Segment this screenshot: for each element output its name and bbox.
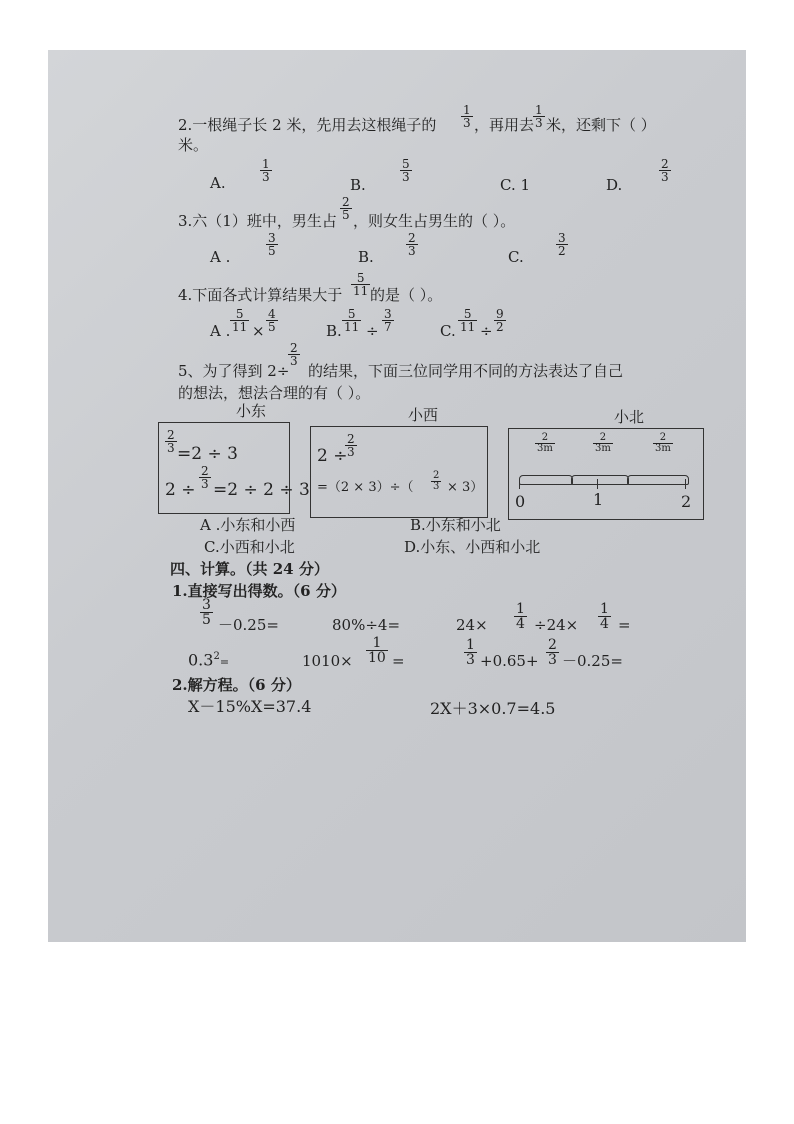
equation-1: X－15%X=37.4 [188, 697, 312, 716]
xiaoxi-box [310, 426, 488, 518]
e4: $0.3^2=$ [188, 650, 230, 670]
q5-opt-a: A .小东和小西 [200, 516, 296, 534]
section4-title: 四、计算。（共 24 分） [170, 560, 329, 578]
q4-opt-c-f1: $\frac{5}{11}$ [460, 307, 476, 334]
q4-opt-c: C. [440, 322, 456, 340]
box3-frac-1: $\frac{2}{3m}$ [537, 432, 553, 454]
box1-line2b: =2 ÷ 2 ÷ 3 [213, 480, 310, 500]
q2-opt-d-frac: $\frac{2}{3}$ [661, 157, 669, 184]
q4-opt-a-f2: $\frac{4}{5}$ [268, 307, 276, 334]
q2-opt-c: C. 1 [500, 176, 531, 194]
e2: 80%÷4= [332, 616, 401, 634]
e5-frac: $\frac{1}{10}$ [368, 635, 386, 666]
q4-stem-a: 4.下面各式计算结果大于 [178, 286, 343, 304]
scanned-page [48, 50, 746, 942]
q4-frac: $\frac{5}{11}$ [353, 271, 369, 298]
box1-line1: =2 ÷ 3 [177, 444, 238, 464]
xiaodong-box [158, 422, 310, 514]
tick-0 [519, 479, 520, 489]
e6-f2: $\frac{2}{3}$ [548, 637, 557, 668]
e3-f2: $\frac{1}{4}$ [600, 601, 609, 632]
box2-line2b: × 3） [447, 480, 484, 495]
q5-stem-a: 5、为了得到 2÷ [178, 362, 290, 380]
q2-opt-a: A. [210, 174, 226, 192]
q3-opt-c-frac: $\frac{3}{2}$ [558, 231, 566, 258]
xiaobei-box [508, 428, 704, 520]
equation-2: 2X＋3×0.7=4.5 [430, 699, 556, 718]
e5-a: 1010× [302, 652, 353, 670]
q4-opt-b: B. [326, 322, 342, 340]
q2-opt-a-frac: $\frac{1}{3}$ [262, 157, 270, 184]
q3-stem-b: ，则女生占男生的（ ）。 [353, 212, 516, 230]
q5-stem-b: 的结果，下面三位同学用不同的方法表达了自己 [308, 362, 624, 380]
box1-line2a: 2 ÷ [165, 480, 196, 500]
e1-rest: －0.25= [218, 616, 279, 634]
section4-sub1: 1.直接写出得数。（6 分） [172, 582, 346, 600]
q5-opt-b: B.小东和小北 [410, 516, 501, 534]
tick-1 [597, 479, 598, 489]
q3-opt-c: C. [508, 248, 524, 266]
q5-stem-c: 的想法，想法合理的有（ ）。 [178, 384, 371, 402]
box1-frac-b: $\frac{2}{3}$ [201, 464, 209, 491]
box3-frac-2: $\frac{2}{3m}$ [595, 432, 611, 454]
q2-opt-d: D. [606, 176, 623, 194]
rope-segment-3 [627, 475, 689, 485]
q3-opt-b: B. [358, 248, 374, 266]
q4-opt-a: A . [210, 322, 231, 340]
q2-stem-b: ，再用去 [474, 116, 535, 134]
tick-2 [685, 479, 686, 489]
q5-name-xiaodong: 小东 [236, 402, 267, 420]
q2-opt-b-frac: $\frac{5}{3}$ [402, 157, 410, 184]
q4-opt-c-op: ÷ [480, 322, 493, 340]
box3-frac-3: $\frac{2}{3m}$ [655, 432, 671, 454]
q2-stem-c: 米，还剩下（ ） [546, 116, 656, 134]
section4-sub2: 2.解方程。（6 分） [172, 676, 301, 694]
q4-opt-a-op: × [252, 322, 265, 340]
box1-frac-a: $\frac{2}{3}$ [167, 428, 175, 455]
q3-opt-b-frac: $\frac{2}{3}$ [408, 231, 416, 258]
e6-a: +0.65+ [480, 652, 539, 670]
q2-stem-d: 米。 [178, 136, 209, 154]
e1-frac: $\frac{3}{5}$ [202, 597, 211, 628]
q2-frac2: $\frac{1}{3}$ [535, 103, 543, 130]
q4-opt-b-f2: $\frac{3}{7}$ [384, 307, 392, 334]
q2-frac1: $\frac{1}{3}$ [463, 103, 471, 130]
ruler-label-2: 2 [681, 492, 692, 511]
box2-line1: 2 ÷ [317, 446, 348, 466]
q4-opt-c-f2: $\frac{9}{2}$ [496, 307, 504, 334]
e3-c: = [618, 616, 631, 634]
q4-opt-b-f1: $\frac{5}{11}$ [344, 307, 360, 334]
q2-opt-b: B. [350, 176, 366, 194]
rope-segment-2 [571, 475, 629, 485]
q5-name-xiaoxi: 小西 [408, 406, 439, 424]
box2-line2a: =（2 × 3）÷（ [317, 480, 414, 495]
box2-frac-a: $\frac{2}{3}$ [347, 432, 355, 459]
q3-opt-a: A . [210, 248, 231, 266]
q5-frac: $\frac{2}{3}$ [290, 341, 298, 368]
q5-opt-d: D.小东、小西和小北 [404, 538, 541, 556]
box2-frac-b: $\frac{2}{3}$ [433, 470, 440, 492]
q3-frac: $\frac{2}{5}$ [342, 195, 350, 222]
rope-segment-1 [519, 475, 573, 485]
e5-b: = [392, 652, 405, 670]
e6-b: －0.25= [562, 652, 623, 670]
ruler-label-0: 0 [515, 492, 526, 511]
q5-opt-c: C.小西和小北 [204, 538, 295, 556]
q3-opt-a-frac: $\frac{3}{5}$ [268, 231, 276, 258]
q3-stem-a: 3.六（1）班中，男生占 [178, 212, 337, 230]
q2-stem-a: 2.一根绳子长 2 米，先用去这根绳子的 [178, 116, 437, 134]
e3-b: ÷24× [534, 616, 579, 634]
e3-f1: $\frac{1}{4}$ [516, 601, 525, 632]
q4-opt-b-op: ÷ [366, 322, 379, 340]
q4-opt-a-f1: $\frac{5}{11}$ [232, 307, 248, 334]
e3-a: 24× [456, 616, 488, 634]
q4-stem-b: 的是（ ）。 [370, 286, 443, 304]
ruler-label-1: 1 [593, 490, 604, 509]
q5-name-xiaobei: 小北 [614, 408, 645, 426]
e6-f1: $\frac{1}{3}$ [466, 637, 475, 668]
